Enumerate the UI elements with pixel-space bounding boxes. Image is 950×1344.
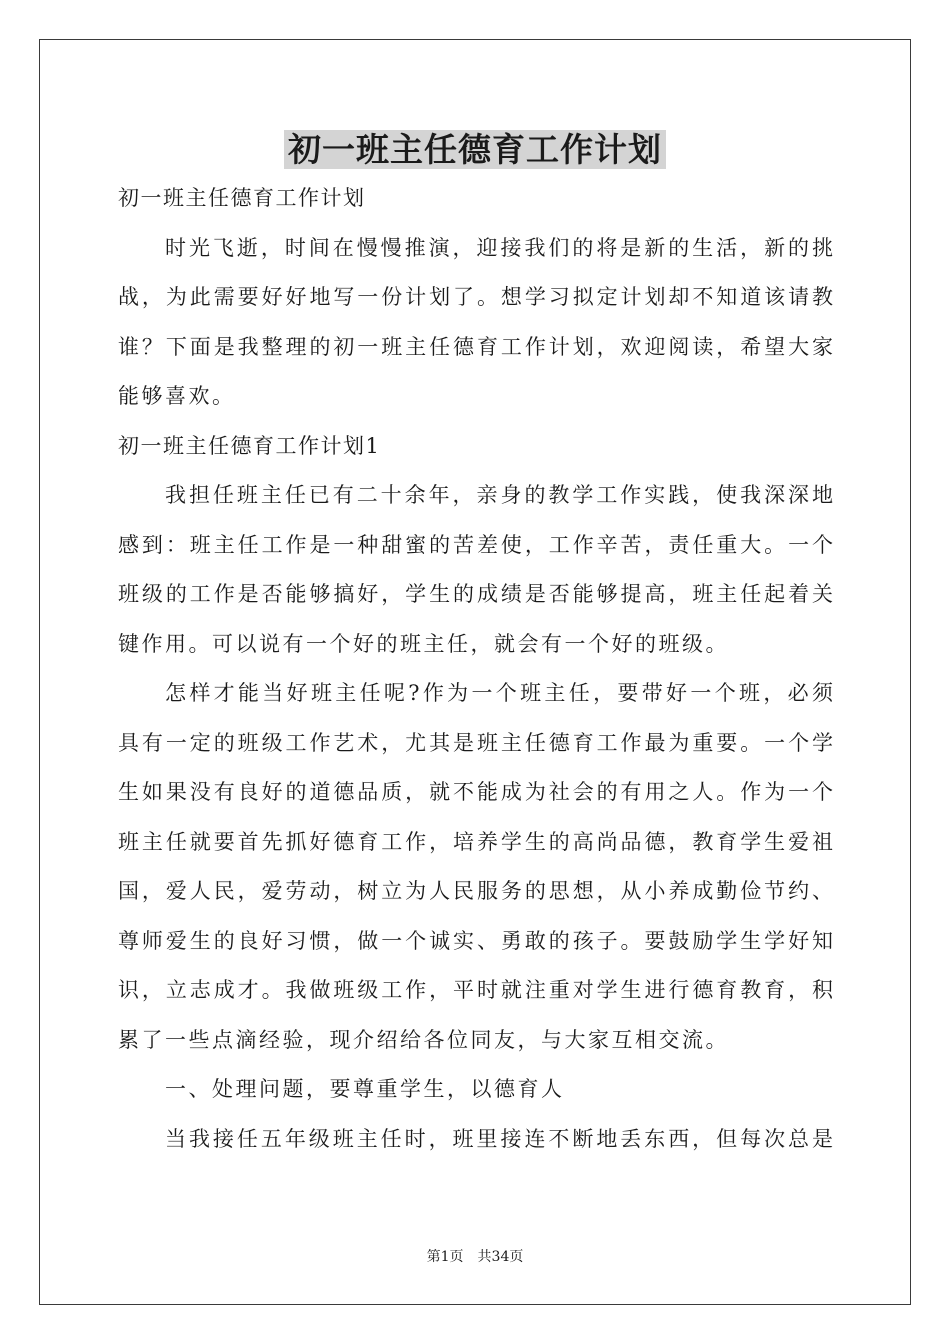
text-line: 具有一定的班级工作艺术，尤其是班主任德育工作最为重要。一个学: [118, 730, 833, 755]
text-line: 怎样才能当好班主任呢?作为一个班主任，要带好一个班，必须: [165, 681, 833, 705]
text-line: 累了一些点滴经验，现介绍给各位同友，与大家互相交流。: [118, 1027, 729, 1052]
text-line: 能够喜欢。: [118, 384, 236, 408]
text-line: 班级的工作是否能够搞好，学生的成绩是否能够提高，班主任起着关: [118, 582, 833, 606]
document-body: [118, 174, 833, 1164]
document-title-text: 初一班主任德育工作计划: [284, 130, 666, 169]
text-line: 键作用。可以说有一个好的班主任，就会有一个好的班级。: [118, 631, 729, 656]
text-line: 一、处理问题，要尊重学生，以德育人: [165, 1077, 565, 1101]
text-line: 感到：班主任工作是一种甜蜜的苦差使，工作辛苦，责任重大。一个: [118, 532, 833, 557]
section-heading: 初一班主任德育工作计划: [118, 186, 366, 210]
text-line: 战，为此需要好好地写一份计划了。想学习拟定计划却不知道该请教: [118, 285, 833, 309]
text-line: 生如果没有良好的道德品质，就不能成为社会的有用之人。作为一个: [118, 780, 833, 804]
text-line: 我担任班主任已有二十余年，亲身的教学工作实践，使我深深地: [165, 483, 833, 507]
text-line: 识，立志成才。我做班级工作，平时就注重对学生进行德育教育，积: [118, 978, 833, 1002]
text-line: 尊师爱生的良好习惯，做一个诚实、勇敢的孩子。要鼓励学生学好知: [118, 928, 833, 953]
text-line: 时光飞逝，时间在慢慢推演，迎接我们的将是新的生活，新的挑: [165, 235, 833, 260]
section-heading: 初一班主任德育工作计划1: [118, 433, 381, 458]
text-line: 谁？下面是我整理的初一班主任德育工作计划，欢迎阅读，希望大家: [118, 334, 833, 359]
text-line: 班主任就要首先抓好德育工作，培养学生的高尚品德，教育学生爱祖: [118, 829, 833, 854]
text-line: 当我接任五年级班主任时，班里接连不断地丢东西，但每次总是: [165, 1126, 833, 1151]
page-footer: 第1页 共34页: [426, 1249, 524, 1265]
text-line: 国，爱人民，爱劳动，树立为人民服务的思想，从小养成勤俭节约、: [118, 879, 833, 903]
document-title: [0, 128, 950, 172]
